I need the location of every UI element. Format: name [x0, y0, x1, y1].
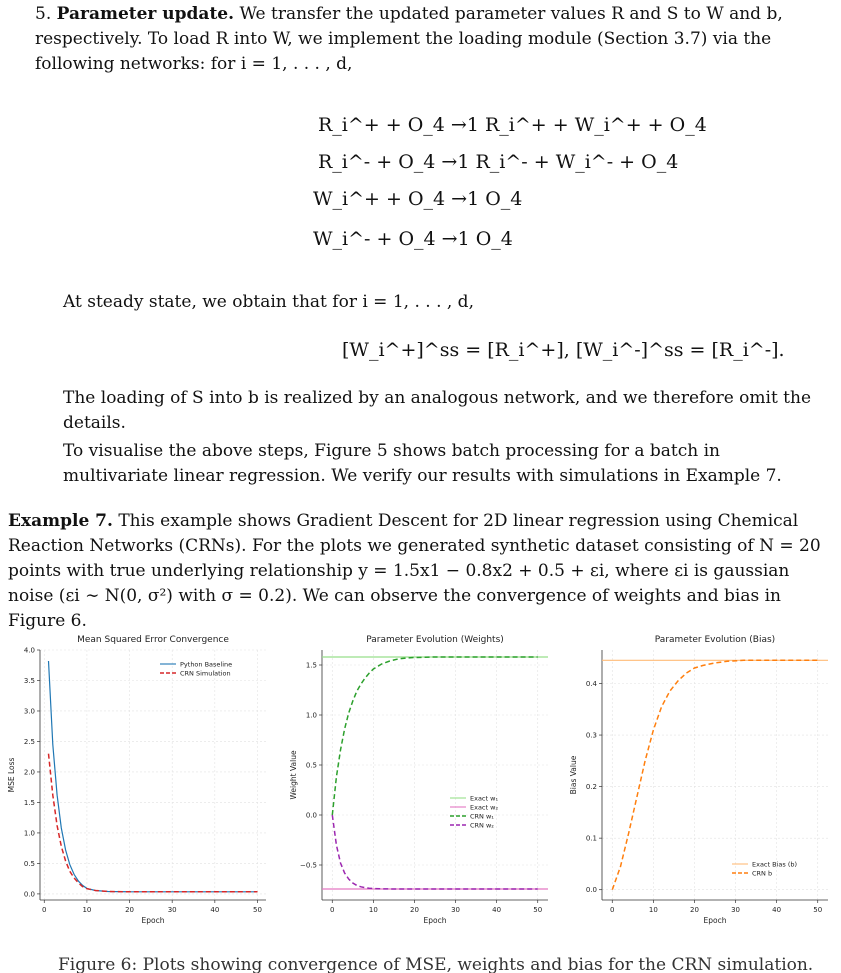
x-tick-label: 0 — [330, 906, 335, 914]
y-tick-label: 0.1 — [585, 834, 597, 843]
series-line — [49, 754, 258, 892]
legend-label: Python Baseline — [180, 660, 233, 669]
grid — [40, 650, 266, 900]
y-tick-label: 1.5 — [23, 798, 35, 807]
y-tick-label: 0.0 — [23, 890, 35, 899]
legend-label: CRN w₁ — [470, 812, 494, 821]
legend — [160, 661, 232, 678]
visualise-paragraph: To visualise the above steps, Figure 5 shows batch processing for a batch in multivariate linear regression. We verify our results with simulations in Example 7. — [63, 441, 782, 486]
y-tick-label: 0.0 — [585, 886, 597, 895]
x-axis-label: Epoch — [423, 916, 447, 925]
chart-bias-svg — [562, 628, 838, 938]
y-axis-label: MSE Loss — [7, 757, 16, 793]
chart-title: Parameter Evolution (Weights) — [366, 635, 504, 645]
x-tick-label: 10 — [368, 906, 378, 914]
x-tick-label: 50 — [813, 906, 823, 914]
reaction-2: R_i^- + O_4 →1 R_i^- + W_i^- + O_4 — [318, 151, 679, 173]
y-tick-label: 0.3 — [585, 731, 597, 740]
example7-label: Example 7. — [8, 511, 113, 531]
grid — [322, 650, 548, 900]
step5-paragraph — [35, 2, 825, 77]
reaction-1: R_i^+ + O_4 →1 R_i^+ + W_i^+ + O_4 — [318, 114, 707, 136]
y-axis-label: Weight Value — [289, 750, 298, 800]
x-tick-label: 40 — [210, 906, 220, 914]
x-tick-label: 50 — [253, 906, 262, 914]
chart-weights-svg — [282, 628, 558, 938]
y-tick-label: 2.0 — [23, 768, 35, 777]
chart-bias — [562, 628, 838, 938]
chart-mse — [0, 628, 276, 938]
x-tick-label: 30 — [167, 906, 177, 914]
x-axis-label: Epoch — [141, 916, 165, 925]
y-tick-label: 1.5 — [305, 661, 317, 670]
series-line — [332, 812, 537, 889]
steady-equation: [W_i^+]^ss = [R_i^+], [W_i^-]^ss = [R_i^-]. — [342, 339, 785, 361]
y-tick-label: 0.2 — [585, 783, 597, 792]
legend — [450, 795, 498, 830]
chart-mse-svg — [0, 628, 276, 938]
x-tick-label: 20 — [689, 906, 699, 914]
legend — [732, 861, 797, 878]
y-tick-label: 4.0 — [23, 646, 35, 655]
y-axis-label: Bias Value — [569, 755, 578, 795]
x-tick-label: 10 — [648, 906, 658, 914]
step5-heading: Parameter update. — [56, 4, 235, 24]
series-line — [612, 660, 817, 889]
x-tick-label: 40 — [772, 906, 782, 914]
chart-weights — [282, 628, 558, 938]
legend-label: Exact w₂ — [470, 803, 499, 812]
x-tick-label: 50 — [533, 906, 543, 914]
legend-label: CRN b — [752, 869, 773, 878]
legend-label: CRN Simulation — [180, 669, 231, 678]
x-tick-label: 20 — [409, 906, 419, 914]
x-tick-label: 10 — [82, 906, 92, 914]
step5-text: We transfer the updated parameter values R and S to W and b, respectively. To load R into W, we implement the loading module (Section 3.7) via the following networks: for i = 1, . . . , d, — [35, 4, 783, 74]
reaction-4: W_i^- + O_4 →1 O_4 — [313, 228, 513, 250]
chart-title: Mean Squared Error Convergence — [77, 635, 229, 645]
chart-title: Parameter Evolution (Bias) — [654, 635, 776, 645]
series-line — [332, 657, 537, 815]
y-tick-label: 0.5 — [23, 859, 35, 868]
steady-intro: At steady state, we obtain that for i = 1, . . . , d, — [63, 292, 474, 312]
example7-text: This example shows Gradient Descent for 2D linear regression using Chemical Reaction Networks (CRNs). For the plots we generated synthetic dataset consisting of N = 20 points with true underlying relationship y = 1.5x1 − 0.8x2 + 0.5 + εi, where εi is gaussian noise (εi ∼ N(0, σ²) with σ = 0.2). We can observe the convergence of weights and bias in Figure 6. — [8, 511, 821, 631]
y-tick-label: 2.5 — [23, 737, 35, 746]
legend-label: Exact Bias (b) — [752, 860, 798, 869]
y-tick-label: 3.0 — [23, 707, 35, 716]
x-tick-label: 0 — [42, 906, 47, 914]
y-tick-label: −0.5 — [300, 861, 317, 870]
x-axis-label: Epoch — [703, 916, 727, 925]
y-tick-label: 3.5 — [23, 676, 35, 685]
y-tick-label: 1.0 — [305, 711, 317, 720]
y-tick-label: 0.4 — [585, 680, 597, 689]
reaction-3: W_i^+ + O_4 →1 O_4 — [313, 188, 523, 210]
legend-label: CRN w₂ — [470, 821, 494, 830]
figure-caption: Figure 6: Plots showing convergence of MSE, weights and bias for the CRN simulation. — [58, 955, 814, 973]
x-tick-label: 40 — [492, 906, 502, 914]
y-tick-label: 1.0 — [23, 829, 35, 838]
x-tick-label: 30 — [451, 906, 461, 914]
loading-text: The loading of S into b is realized by an analogous network, and we therefore omit the details. — [63, 388, 812, 433]
x-tick-label: 30 — [731, 906, 741, 914]
example7-paragraph — [8, 509, 833, 634]
y-tick-label: 0.0 — [305, 811, 317, 820]
y-tick-label: 0.5 — [305, 761, 317, 770]
legend-label: Exact w₁ — [470, 794, 499, 803]
x-tick-label: 0 — [610, 906, 615, 914]
series-line — [49, 661, 258, 892]
x-tick-label: 20 — [125, 906, 135, 914]
step5-number: 5. — [35, 4, 52, 24]
